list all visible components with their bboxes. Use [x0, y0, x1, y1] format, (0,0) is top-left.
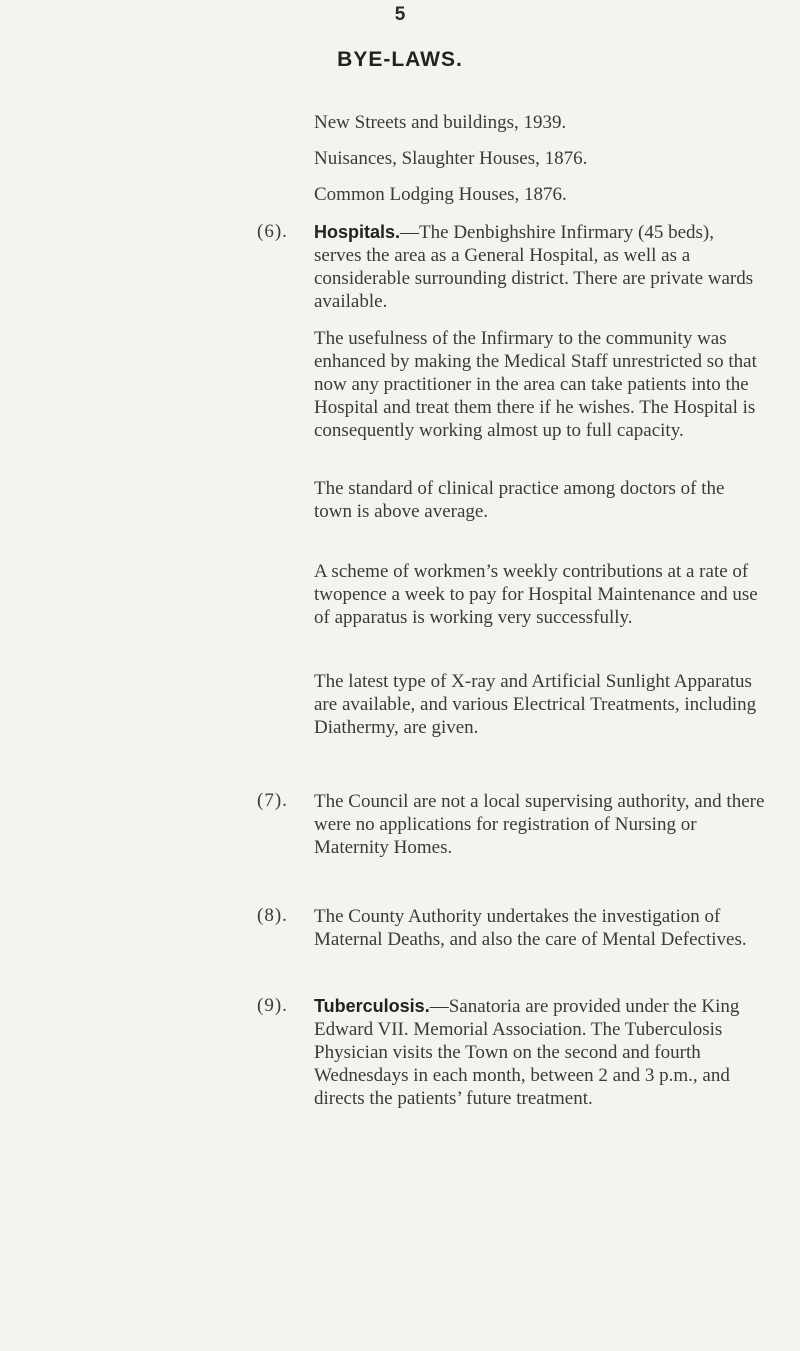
section-number: (8). — [257, 905, 288, 926]
maternal-deaths-paragraph: The County Authority undertakes the investigation of Maternal Deaths, and also the care of Mental Defectives. — [314, 906, 747, 950]
bye-law-item: New Streets and buildings, 1939. — [314, 112, 567, 133]
hospitals-paragraph — [314, 221, 766, 313]
nursing-homes-paragraph: The Council are not a local supervising authority, and there were no applications for registration of Nursing or Maternity Homes. — [314, 791, 765, 858]
tuberculosis-paragraph — [314, 995, 766, 1110]
section-number: (7). — [257, 790, 288, 811]
hospitals-lead: Hospitals. — [314, 222, 401, 242]
hospitals-lead-text: —The Denbighshire Infirmary (45 beds), serves the area as a General Hospital, as well as a considerable surrounding district. There are private wards available. — [314, 222, 754, 312]
workmen-scheme-paragraph: A scheme of workmen’s weekly contributions at a rate of twopence a week to pay for Hospital Maintenance and use of apparatus is working very successfully. — [314, 561, 758, 628]
clinical-practice-paragraph: The standard of clinical practice among doctors of the town is above average. — [314, 478, 725, 522]
tuberculosis-lead-text: —Sanatoria are provided under the King Edward VII. Memorial Association. The Tuberculosis Physician visits the Town on the second and fourth Wednesdays in each month, between 2 and 3 p.m., and directs the patients’ future treatment. — [314, 996, 740, 1109]
section-number: (6). — [257, 221, 288, 242]
xray-apparatus-paragraph: The latest type of X-ray and Artificial Sunlight Apparatus are available, and various Electrical Treatments, including Diathermy, are given. — [314, 671, 757, 738]
bye-law-item: Nuisances, Slaughter Houses, 1876. — [314, 148, 588, 169]
infirmary-usefulness-paragraph: The usefulness of the Infirmary to the community was enhanced by making the Medical Staff unrestricted so that now any practitioner in the area can take patients into the Hospital and treat them there if he wishes. The Hospital is consequently working almost up to full capacity. — [314, 328, 757, 441]
section-number: (9). — [257, 995, 288, 1016]
tuberculosis-lead: Tuberculosis. — [314, 996, 430, 1016]
bye-law-item: Common Lodging Houses, 1876. — [314, 184, 567, 205]
page-number: 5 — [394, 4, 406, 25]
section-heading: BYE-LAWS. — [337, 48, 463, 71]
